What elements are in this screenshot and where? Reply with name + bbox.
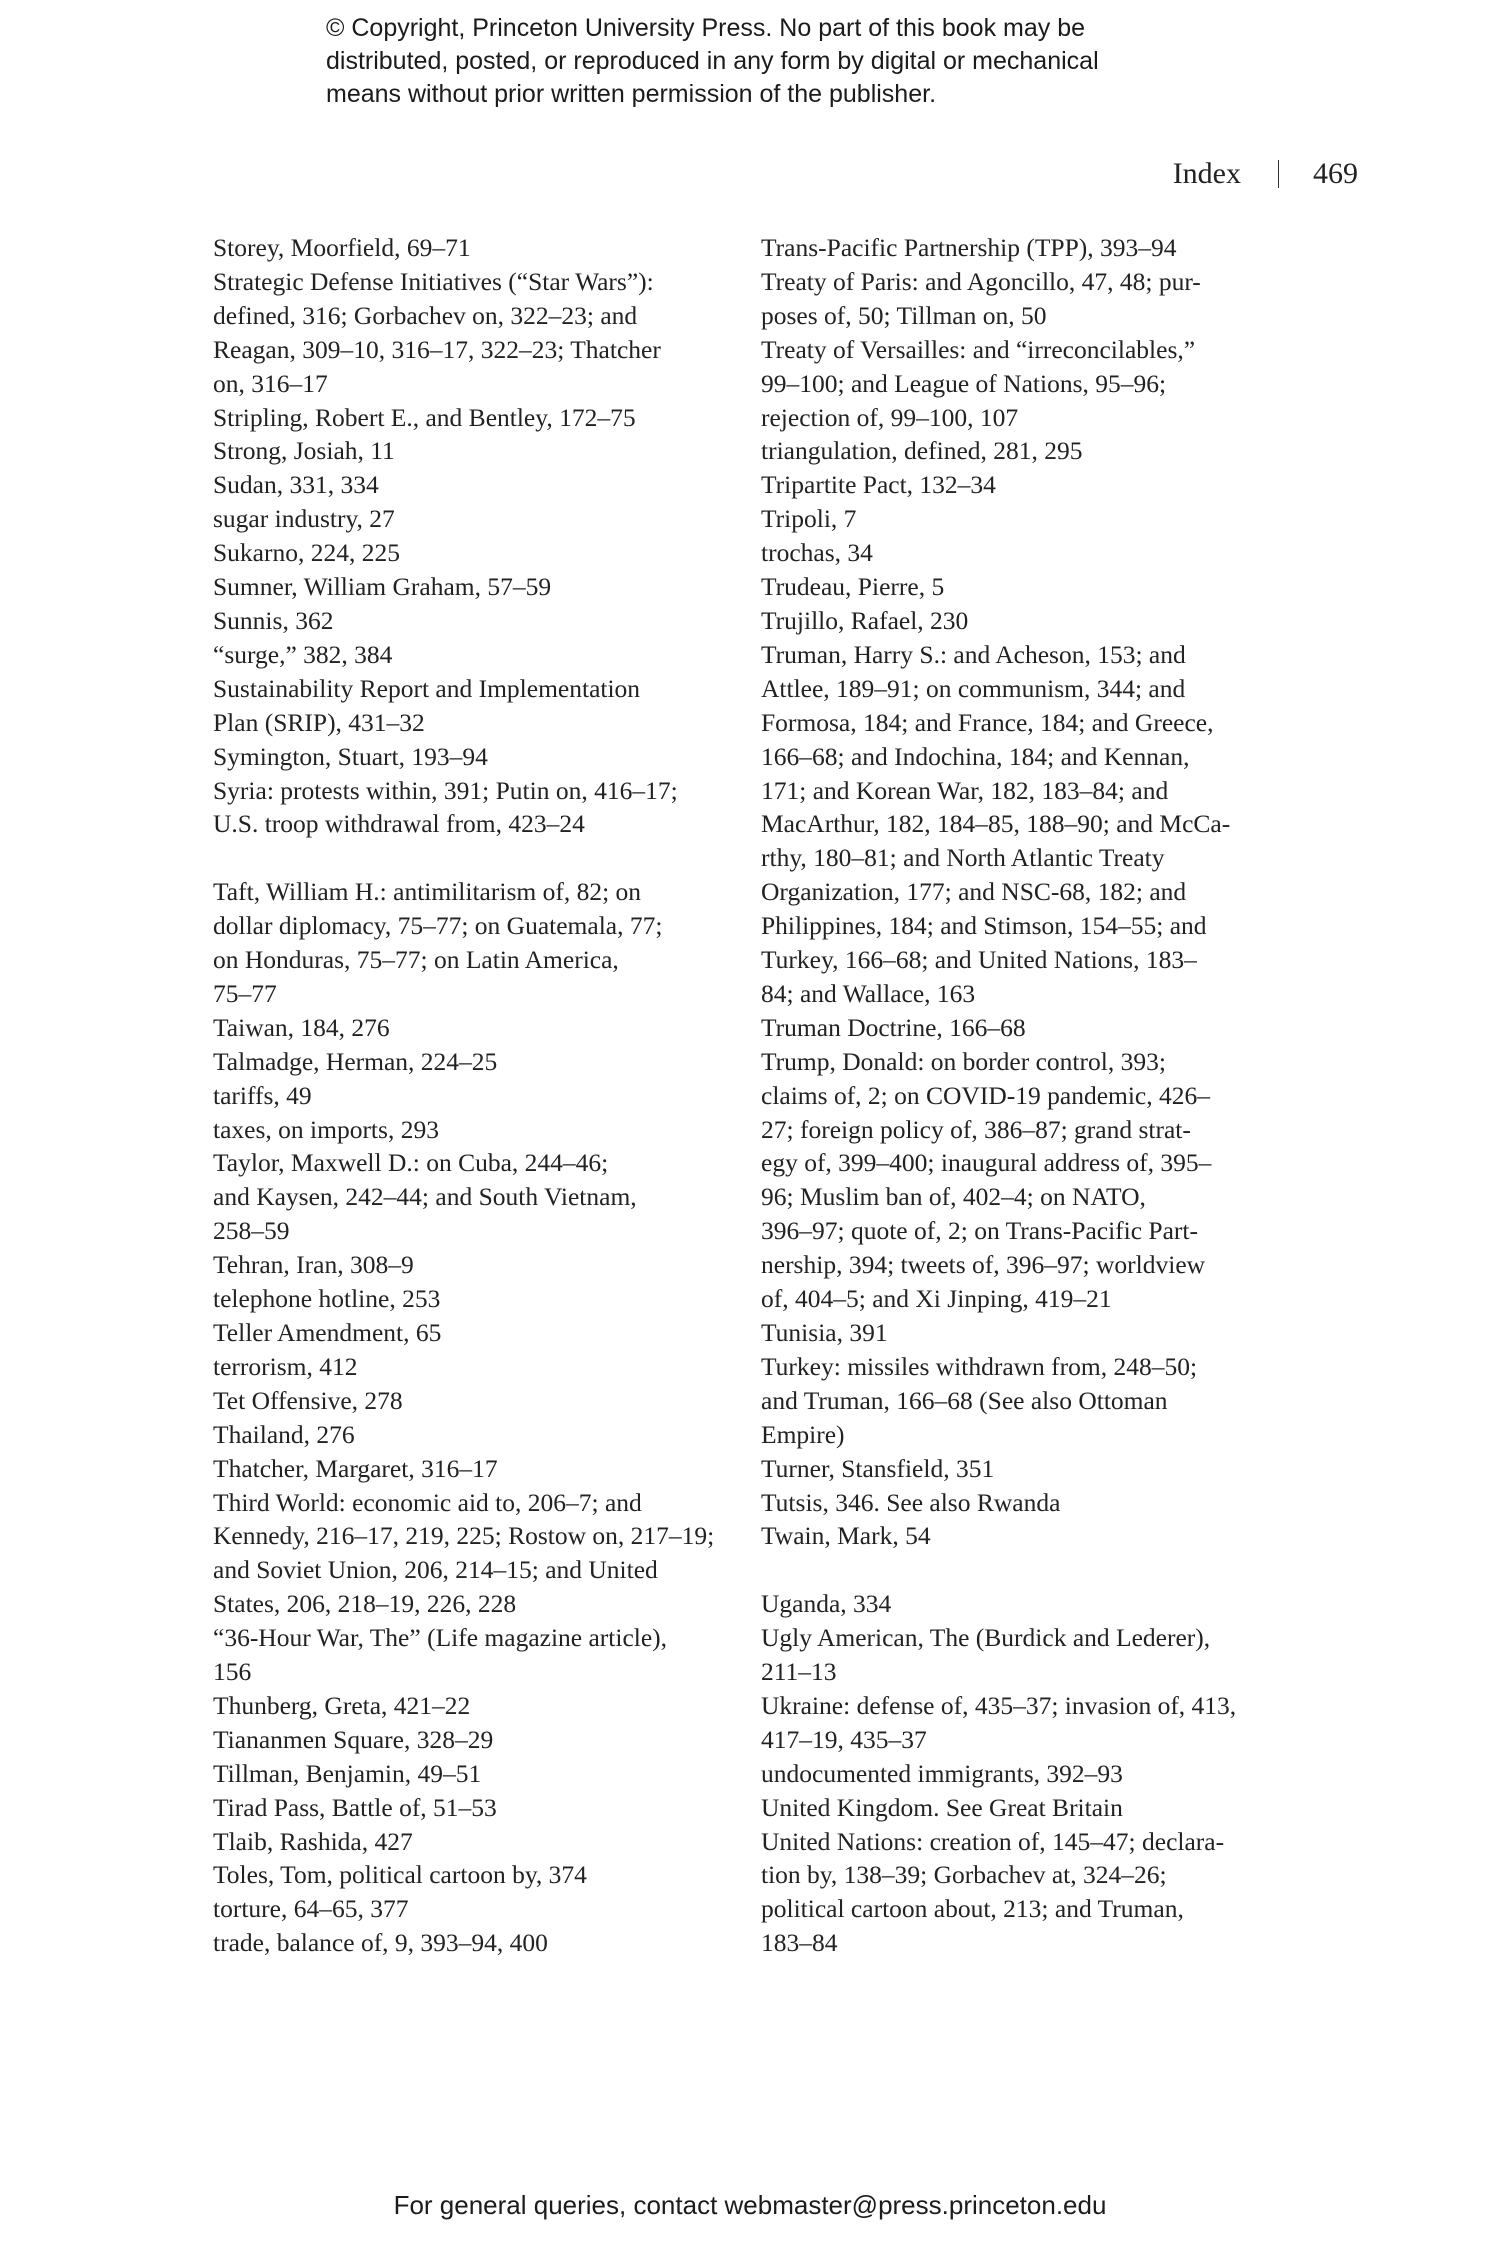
index-entry-continuation: Reagan, 309–10, 316–17, 322–23; Thatcher: [213, 334, 661, 364]
section-title: Index: [1172, 157, 1241, 190]
index-entry: [761, 1587, 1301, 1621]
index-entry-line: Ugly American, The (Burdick and Lederer),: [761, 1623, 1211, 1653]
index-entry-line: Thatcher, Margaret, 316–17: [213, 1453, 498, 1483]
index-entry: [761, 1791, 1301, 1825]
index-entry-continuation: 27; foreign policy of, 386–87; grand strat-: [761, 1114, 1191, 1144]
index-entry-continuation: 99–100; and League of Nations, 95–96;: [761, 368, 1167, 398]
index-entry: [761, 1011, 1301, 1045]
index-entry: [761, 1825, 1301, 1961]
index-entry-line: Tripoli, 7: [761, 504, 857, 534]
copyright-line: distributed, posted, or reproduced in any form by digital or mechanical: [326, 47, 1099, 75]
index-entry: [213, 1384, 733, 1418]
index-entry: [213, 570, 733, 604]
index-entry-line: Uganda, 334: [761, 1589, 892, 1619]
index-entry: [213, 536, 733, 570]
index-entry-line: Tet Offensive, 278: [213, 1385, 403, 1415]
index-entry: [761, 638, 1301, 1011]
index-entry-line: Ukraine: defense of, 435–37; invasion of, 413,: [761, 1690, 1237, 1720]
index-entry-line: Twain, Mark, 54: [761, 1521, 931, 1551]
index-entry-line: Teller Amendment, 65: [213, 1317, 442, 1347]
index-entry-line: Taylor, Maxwell D.: on Cuba, 244–46;: [213, 1148, 609, 1178]
index-entry: [213, 1791, 733, 1825]
index-entry: [213, 265, 733, 401]
index-entry-line: sugar industry, 27: [213, 504, 395, 534]
index-entry: [213, 1079, 733, 1113]
index-entry: [213, 1689, 733, 1723]
index-entry-continuation: on, 316–17: [213, 368, 328, 398]
index-entry-continuation: and Kaysen, 242–44; and South Vietnam,: [213, 1182, 637, 1212]
index-entry-line: Turkey: missiles withdrawn from, 248–50;: [761, 1351, 1198, 1381]
index-entry-line: Taft, William H.: antimilitarism of, 82; on: [213, 877, 642, 907]
index-entry-line: Sukarno, 224, 225: [213, 538, 400, 568]
index-entry-line: Thailand, 276: [213, 1419, 355, 1449]
index-entry-continuation: claims of, 2; on COVID-19 pandemic, 426–: [761, 1080, 1211, 1110]
index-entry-line: “surge,” 382, 384: [213, 639, 393, 669]
index-entry-line: Trudeau, Pierre, 5: [761, 572, 945, 602]
index-entry-continuation: on Honduras, 75–77; on Latin America,: [213, 945, 619, 975]
index-entry: [213, 638, 733, 672]
index-entry-line: Turner, Stansfield, 351: [761, 1453, 995, 1483]
index-entry-continuation: 96; Muslim ban of, 402–4; on NATO,: [761, 1182, 1146, 1212]
index-entry: [213, 1045, 733, 1079]
index-entry: [213, 1892, 733, 1926]
index-entry-continuation: Plan (SRIP), 431–32: [213, 707, 425, 737]
index-entry-continuation: nership, 394; tweets of, 396–97; worldview: [761, 1250, 1206, 1280]
index-entry-continuation: Attlee, 189–91; on communism, 344; and: [761, 673, 1186, 703]
index-entry: [213, 231, 733, 265]
index-entry: [761, 570, 1301, 604]
index-entry: [761, 231, 1301, 265]
index-entry: [213, 774, 733, 842]
index-entry-line: Strong, Josiah, 11: [213, 436, 395, 466]
index-entry-continuation: Kennedy, 216–17, 219, 225; Rostow on, 217–19;: [213, 1521, 715, 1551]
index-entry: [213, 875, 733, 1011]
index-entry-line: Symington, Stuart, 193–94: [213, 741, 488, 771]
index-entry-continuation: U.S. troop withdrawal from, 423–24: [213, 809, 585, 839]
index-entry: [213, 1926, 733, 1960]
index-entry-continuation: Empire): [761, 1419, 845, 1449]
index-entry-continuation: 258–59: [213, 1216, 290, 1246]
letter-group-gap: [761, 1553, 1301, 1587]
index-entry-continuation: dollar diplomacy, 75–77; on Guatemala, 77;: [213, 911, 663, 941]
index-entry: [213, 1350, 733, 1384]
index-entry-line: telephone hotline, 253: [213, 1284, 441, 1314]
index-entry-line: Trans-Pacific Partnership (TPP), 393–94: [761, 233, 1177, 262]
index-entry-line: Thunberg, Greta, 421–22: [213, 1690, 471, 1720]
index-entry-line: Sustainability Report and Implementation: [213, 673, 641, 703]
index-entry: [213, 1248, 733, 1282]
index-entry: [213, 1723, 733, 1757]
index-entry: [213, 1486, 733, 1622]
header-divider: [1278, 160, 1279, 188]
index-entry-line: Storey, Moorfield, 69–71: [213, 233, 471, 262]
letter-group-gap: [213, 841, 733, 875]
index-entry-line: Sunnis, 362: [213, 605, 334, 635]
index-entry: [761, 1045, 1301, 1316]
index-entry: [761, 1452, 1301, 1486]
index-entry-continuation: and Soviet Union, 206, 214–15; and United: [213, 1555, 658, 1585]
running-head: [900, 152, 1358, 196]
index-entry: [761, 604, 1301, 638]
index-entry: [213, 1757, 733, 1791]
index-entry: [213, 672, 733, 740]
index-entry-continuation: poses of, 50; Tillman on, 50: [761, 300, 1047, 330]
index-entry: [761, 333, 1301, 435]
index-entry-continuation: States, 206, 218–19, 226, 228: [213, 1589, 517, 1619]
index-entry-continuation: Philippines, 184; and Stimson, 154–55; and: [761, 911, 1207, 941]
index-entry: [761, 468, 1301, 502]
index-entry-continuation: Organization, 177; and NSC-68, 182; and: [761, 877, 1187, 907]
index-entry-continuation: Formosa, 184; and France, 184; and Greece,: [761, 707, 1214, 737]
index-entry: [213, 1282, 733, 1316]
index-entry: [761, 536, 1301, 570]
index-entry: [213, 1146, 733, 1248]
index-entry-line: Tunisia, 391: [761, 1318, 888, 1347]
index-entry-line: Stripling, Robert E., and Bentley, 172–75: [213, 402, 636, 432]
index-entry-line: taxes, on imports, 293: [213, 1114, 439, 1144]
index-entry-continuation: 156: [213, 1657, 252, 1687]
index-column-right: [761, 231, 1301, 1960]
index-entry-line: torture, 64–65, 377: [213, 1894, 409, 1924]
index-entry: [213, 1011, 733, 1045]
index-entry: [761, 265, 1301, 333]
index-entry: [761, 502, 1301, 536]
index-entry-continuation: 417–19, 435–37: [761, 1724, 927, 1754]
index-entry: [761, 1316, 1301, 1350]
index-entry-line: tariffs, 49: [213, 1080, 312, 1110]
index-column-left: [213, 231, 733, 1960]
index-entry-line: “36-Hour War, The” (Life magazine article),: [213, 1623, 668, 1653]
index-entry-line: Tripartite Pact, 132–34: [761, 470, 996, 500]
index-entry-line: Strategic Defense Initiatives (“Star Wars”):: [213, 266, 654, 296]
index-entry: [761, 1689, 1301, 1757]
page-number: 469: [1313, 157, 1358, 190]
index-entry-line: Tutsis, 346. See also Rwanda: [761, 1487, 1061, 1517]
index-entry: [761, 1486, 1301, 1520]
index-entry-line: undocumented immigrants, 392–93: [761, 1758, 1123, 1788]
index-entry: [761, 1350, 1301, 1452]
index-entry: [761, 1621, 1301, 1689]
index-entry: [213, 1858, 733, 1892]
index-entry: [213, 502, 733, 536]
index-entry: [761, 1757, 1301, 1791]
index-entry-continuation: rejection of, 99–100, 107: [761, 402, 1019, 432]
index-entry: [213, 1825, 733, 1859]
index-entry: [213, 740, 733, 774]
index-entry-continuation: 211–13: [761, 1657, 837, 1687]
index-entry-line: Third World: economic aid to, 206–7; and: [213, 1487, 642, 1517]
index-entry: [213, 1113, 733, 1147]
index-entry-line: Sudan, 331, 334: [213, 470, 379, 500]
index-entry-line: Truman, Harry S.: and Acheson, 153; and: [761, 639, 1186, 669]
copyright-line: © Copyright, Princeton University Press. No part of this book may be: [326, 14, 1086, 42]
index-entry-continuation: tion by, 138–39; Gorbachev at, 324–26;: [761, 1860, 1167, 1890]
index-entry: [761, 1519, 1301, 1553]
index-entry-continuation: 75–77: [213, 978, 277, 1008]
index-entry-line: Syria: protests within, 391; Putin on, 416–17;: [213, 775, 678, 805]
index-entry-continuation: and Truman, 166–68 (See also Ottoman: [761, 1385, 1168, 1415]
index-entry-line: United Kingdom. See Great Britain: [761, 1792, 1123, 1822]
index-entry: [213, 434, 733, 468]
index-entry-continuation: Turkey, 166–68; and United Nations, 183–: [761, 945, 1197, 975]
index-entry-line: Truman Doctrine, 166–68: [761, 1012, 1026, 1042]
index-entry: [213, 604, 733, 638]
index-entry-line: trochas, 34: [761, 538, 873, 568]
index-entry: [213, 1418, 733, 1452]
index-entry-line: Trump, Donald: on border control, 393;: [761, 1046, 1166, 1076]
index-entry-line: Tehran, Iran, 308–9: [213, 1250, 414, 1280]
index-entry-continuation: defined, 316; Gorbachev on, 322–23; and: [213, 300, 638, 330]
index-entry-line: Trujillo, Rafael, 230: [761, 605, 969, 635]
index-entry: [213, 1621, 733, 1689]
index-entry-continuation: 396–97; quote of, 2; on Trans-Pacific Part-: [761, 1216, 1198, 1246]
index-entry-continuation: egy of, 399–400; inaugural address of, 395–: [761, 1148, 1212, 1178]
copyright-notice: [326, 12, 1226, 111]
index-entry: [213, 468, 733, 502]
index-entry-line: Toles, Tom, political cartoon by, 374: [213, 1860, 587, 1890]
index-entry-line: Treaty of Versailles: and “irreconcilables,”: [761, 334, 1196, 364]
index-entry-line: Sumner, William Graham, 57–59: [213, 572, 552, 602]
index-entry: [213, 401, 733, 435]
index-entry-line: Tirad Pass, Battle of, 51–53: [213, 1792, 497, 1822]
index-entry-continuation: 171; and Korean War, 182, 183–84; and: [761, 775, 1169, 805]
index-entry-line: United Nations: creation of, 145–47; declara-: [761, 1826, 1225, 1856]
index-entry-continuation: rthy, 180–81; and North Atlantic Treaty: [761, 843, 1165, 873]
index-entry: [213, 1452, 733, 1486]
index-entry-line: Tlaib, Rashida, 427: [213, 1826, 413, 1856]
index-entry-line: Tiananmen Square, 328–29: [213, 1724, 494, 1754]
index-entry-continuation: 183–84: [761, 1928, 838, 1958]
index-entry-continuation: 166–68; and Indochina, 184; and Kennan,: [761, 741, 1190, 771]
index-entry-line: terrorism, 412: [213, 1351, 358, 1381]
index-entry-line: Tillman, Benjamin, 49–51: [213, 1758, 482, 1788]
footer-contact: For general queries, contact webmaster@press.princeton.edu: [393, 2190, 1107, 2220]
index-entry-continuation: of, 404–5; and Xi Jinping, 419–21: [761, 1284, 1112, 1314]
index-entry-line: trade, balance of, 9, 393–94, 400: [213, 1928, 548, 1958]
index-entry-line: Talmadge, Herman, 224–25: [213, 1046, 498, 1076]
index-entry: [761, 434, 1301, 468]
copyright-line: means without prior written permission of the publisher.: [326, 80, 937, 108]
index-entry-continuation: political cartoon about, 213; and Truman,: [761, 1894, 1184, 1924]
index-entry-line: Treaty of Paris: and Agoncillo, 47, 48; pur-: [761, 266, 1201, 296]
index-entry-continuation: 84; and Wallace, 163: [761, 978, 976, 1008]
index-entry-line: triangulation, defined, 281, 295: [761, 436, 1083, 466]
index-entry-line: Taiwan, 184, 276: [213, 1012, 390, 1042]
index-entry-continuation: MacArthur, 182, 184–85, 188–90; and McCa-: [761, 809, 1231, 839]
index-entry: [213, 1316, 733, 1350]
